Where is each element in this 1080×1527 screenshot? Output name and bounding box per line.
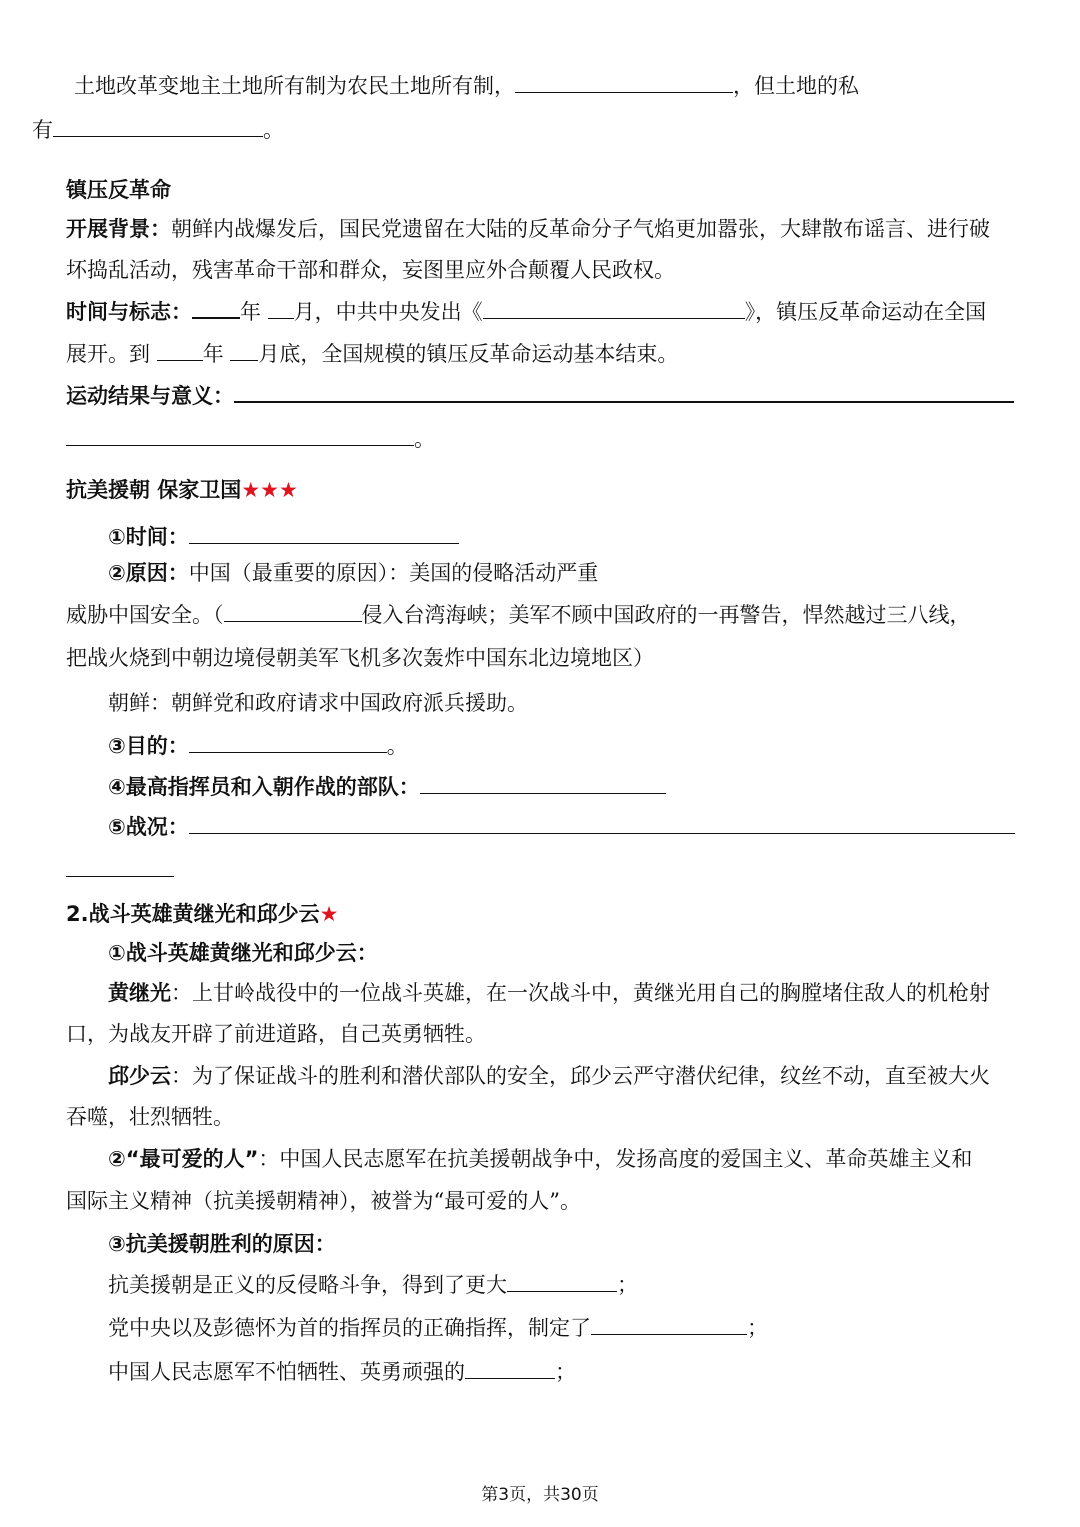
korea-battle-2 bbox=[66, 855, 174, 885]
result-line: 运动结果与意义： bbox=[66, 381, 1014, 411]
section-heading-suppress: 镇压反革命 bbox=[66, 178, 171, 202]
lovely-line-2: 国际主义精神（抗美援朝精神），被誉为“最可爱的人”。 bbox=[66, 1189, 581, 1213]
answer-blank[interactable] bbox=[157, 340, 203, 361]
answer-blank[interactable] bbox=[420, 773, 666, 794]
answer-blank[interactable] bbox=[66, 425, 414, 446]
answer-blank[interactable] bbox=[507, 1271, 617, 1292]
answer-blank[interactable] bbox=[53, 116, 263, 137]
answer-blank[interactable] bbox=[268, 298, 294, 319]
qiu-line-1: 邱少云：为了保证战斗的胜利和潜伏部队的安全，邱少云严守潜伏纪律，纹丝不动，直至被大火 bbox=[108, 1064, 990, 1088]
time-line: 时间与标志： 年 月，中共中央发出《 》，镇压反革命运动在全国 bbox=[66, 297, 986, 327]
korea-reason: ②原因：中国（最重要的原因）：美国的侵略活动严重 bbox=[108, 561, 599, 585]
victory-reason-1: 抗美援朝是正义的反侵略斗争，得到了更大 ； bbox=[108, 1273, 638, 1297]
background-line-2: 坏捣乱活动，残害革命干部和群众，妄图里应外合颠覆人民政权。 bbox=[66, 258, 675, 282]
answer-blank[interactable] bbox=[465, 1358, 555, 1379]
answer-blank[interactable] bbox=[192, 297, 240, 319]
end-line: 展开。到 年 月底，全国规模的镇压反革命运动基本结束。 bbox=[66, 342, 679, 366]
victory-reason-2: 党中央以及彭德怀为首的指挥员的正确指挥，制定了 ； bbox=[108, 1316, 768, 1340]
background-line-1: 开展背景：朝鲜内战爆发后，国民党遗留在大陆的反革命分子气焰更加嚣张，大肆散布谣言、进行破 bbox=[66, 217, 990, 241]
korea-time: ①时间： bbox=[108, 522, 459, 552]
answer-blank[interactable] bbox=[66, 856, 174, 877]
heroes-subheading: ①战斗英雄黄继光和邱少云： bbox=[108, 941, 378, 965]
answer-blank[interactable] bbox=[189, 732, 387, 753]
victory-reason-3: 中国人民志愿军不怕牺牲、英勇顽强的 ； bbox=[108, 1360, 576, 1384]
korea-goal: ③目的： 。 bbox=[108, 734, 408, 758]
korea-reason-3: 把战火烧到中朝边境侵朝美军飞机多次轰炸中国东北边境地区） bbox=[66, 646, 654, 670]
lovely-line-1: ②“最可爱的人”：中国人民志愿军在抗美援朝战争中，发扬高度的爱国主义、革命英雄主义和 bbox=[108, 1147, 973, 1171]
star-icon: ★★★ bbox=[241, 478, 298, 502]
answer-blank[interactable] bbox=[189, 813, 1015, 834]
korea-reason-2: 威胁中国安全。（ 侵入台湾海峡；美军不顾中国政府的一再警告，悍然越过三八线， bbox=[66, 603, 971, 627]
answer-blank[interactable] bbox=[515, 72, 733, 93]
answer-blank[interactable] bbox=[189, 523, 459, 544]
land-line-2: 有 。 bbox=[32, 118, 284, 142]
answer-blank[interactable] bbox=[230, 340, 258, 361]
result-line-2: 。 bbox=[66, 424, 435, 454]
huang-line-2: 口，为战友开辟了前进道路，自己英勇牺牲。 bbox=[66, 1022, 486, 1046]
answer-blank[interactable] bbox=[234, 381, 1014, 403]
huang-line-1: 黄继光：上甘岭战役中的一位战斗英雄，在一次战斗中，黄继光用自己的胸膛堵住敌人的机枪射 bbox=[108, 981, 990, 1005]
answer-blank[interactable] bbox=[591, 1314, 747, 1335]
victory-heading: ③抗美援朝胜利的原因： bbox=[108, 1232, 336, 1256]
page-number: 第3页，共30页 bbox=[481, 1485, 599, 1505]
section-heading-korea: 抗美援朝 保家卫国★★★ bbox=[66, 478, 298, 502]
answer-blank[interactable] bbox=[483, 298, 745, 319]
star-icon: ★ bbox=[319, 902, 339, 926]
korea-dprk: 朝鲜：朝鲜党和政府请求中国政府派兵援助。 bbox=[108, 691, 528, 715]
answer-blank[interactable] bbox=[224, 601, 362, 622]
korea-battle: ⑤战况： bbox=[108, 812, 1015, 842]
korea-commander: ④最高指挥员和入朝作战的部队： bbox=[108, 772, 666, 802]
qiu-line-2: 吞噬，壮烈牺牲。 bbox=[66, 1105, 234, 1129]
land-line-1: 土地改革变地主土地所有制为农民土地所有制， ，但土地的私 bbox=[74, 74, 859, 98]
section-heading-heroes: 2.战斗英雄黄继光和邱少云★ bbox=[66, 902, 339, 926]
